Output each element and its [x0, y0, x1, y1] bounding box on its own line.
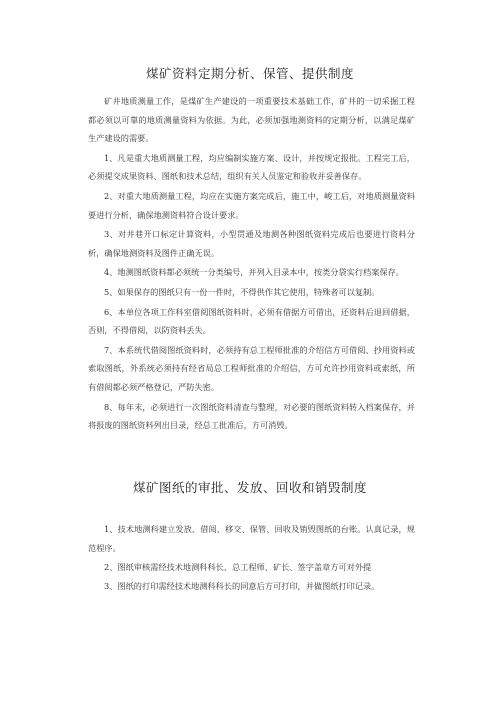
- section-1-paragraph: 6、本单位各项工作科室借阅图纸资料时，必须有借据方可借出，还资料后退回借据，否则，不得借阅，以防资料丢失。: [88, 306, 415, 336]
- section-2-title: 煤矿图纸的审批、发放、回收和销毁制度: [132, 480, 367, 495]
- section-1-paragraph: 4、地测图纸资料都必须统一分类编号，并列入目录本中，按类分袋实行档案保存。: [104, 267, 404, 278]
- section-1-body: [88, 92, 415, 436]
- section-1-title: 煤矿资料定期分析、保管、提供制度: [145, 66, 354, 81]
- section-2-paragraph: 2、图纸审核需经技术地测科科长、总工程师、矿长、签字盖章方可对外提: [104, 561, 372, 572]
- section-2-body: [88, 520, 415, 596]
- section-1-paragraph: 1、凡是重大地质测量工程，均应编制实施方案、设计，并按规定报批。工程完工后，必须提交成果资料、图纸和技术总结，组织有关人员鉴定和验收并妥善保存。: [88, 152, 415, 182]
- section-2-paragraph: 1、技术地测科建立发放、借阅、移交、保管、回收及销毁图纸的台账。认真记录，规范程序。: [88, 524, 415, 553]
- section-1-paragraph: 7、本系统代借阅图纸资料时，必须持有总工程师批准的介绍信方可借阅、抄用资料或索取图纸，外系统必须持有经省局总工程师批准的介绍信，方可允许抄用资料或索纸，所有借阅都必须严格登记，严防失密。: [88, 344, 415, 392]
- section-1-paragraph: 2、对重大地质测量工程，均应在实施方案完成后，施工中，峻工后，对地质测量资料要进行分析，确保地测资料符合设计要求。: [88, 190, 415, 220]
- section-1-paragraph: 5、如果保存的图纸只有一份一件时，不得供作其它使用，特殊者可以复制。: [104, 286, 380, 297]
- section-2-paragraph: 3、图纸的打印需经技术地测科科长的同意后方可打印，并做图纸打印记录。: [104, 580, 380, 591]
- section-1-paragraph: 8、每年末，必须进行一次图纸资料清查与整理，对必要的图纸资料转入档案保存，并将报废的图纸资料列出目录，经总工批准后，方可消毁。: [88, 401, 415, 431]
- section-1-paragraph: 矿井地质测量工作，是煤矿生产建设的一项重要技术基础工作，矿井的一切采掘工程都必须以可靠的地质测量资料为依据。为此，必须加强地测资料的定期分析，以满足煤矿生产建设的需要。: [88, 96, 415, 144]
- section-1-paragraph: 3、对井巷开口标定计算资料，小型贯通及地测各种图纸资料完成后也要进行资料分析，确保地测资料及图件正确无误。: [88, 229, 415, 258]
